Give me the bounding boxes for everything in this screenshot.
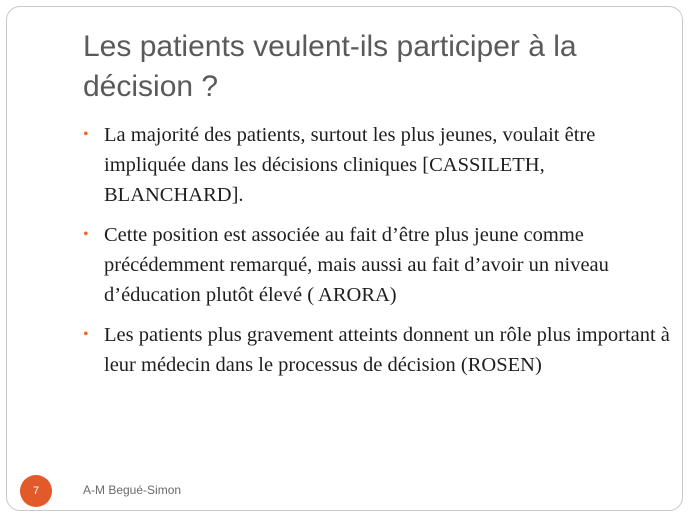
bullet-item xyxy=(83,320,673,380)
bullet-text: Les patients plus gravement atteints donnent un rôle plus important à leur médecin dans le processus de décision (ROSEN) xyxy=(104,324,670,376)
page-number-badge: 7 xyxy=(20,475,52,507)
bullet-list xyxy=(83,120,673,390)
bullet-dot-icon: • xyxy=(83,326,89,343)
bullet-text: La majorité des patients, surtout les plus jeunes, voulait être impliquée dans les décisions cliniques [CASSILETH, BLANCHARD]. xyxy=(104,124,596,206)
bullet-text: Cette position est associée au fait d’être plus jeune comme précédemment remarqué, mais aussi au fait d’avoir un niveau d’éducation plutôt élevé ( ARORA) xyxy=(104,224,609,306)
bullet-dot-icon: • xyxy=(83,226,89,243)
bullet-item xyxy=(83,120,673,210)
bullet-dot-icon: • xyxy=(83,126,89,143)
slide xyxy=(6,6,683,511)
footer-author: A-M Begué-Simon xyxy=(83,483,182,497)
bullet-item xyxy=(83,220,673,310)
slide-title: Les patients veulent-ils participer à la décision ? xyxy=(83,30,577,103)
